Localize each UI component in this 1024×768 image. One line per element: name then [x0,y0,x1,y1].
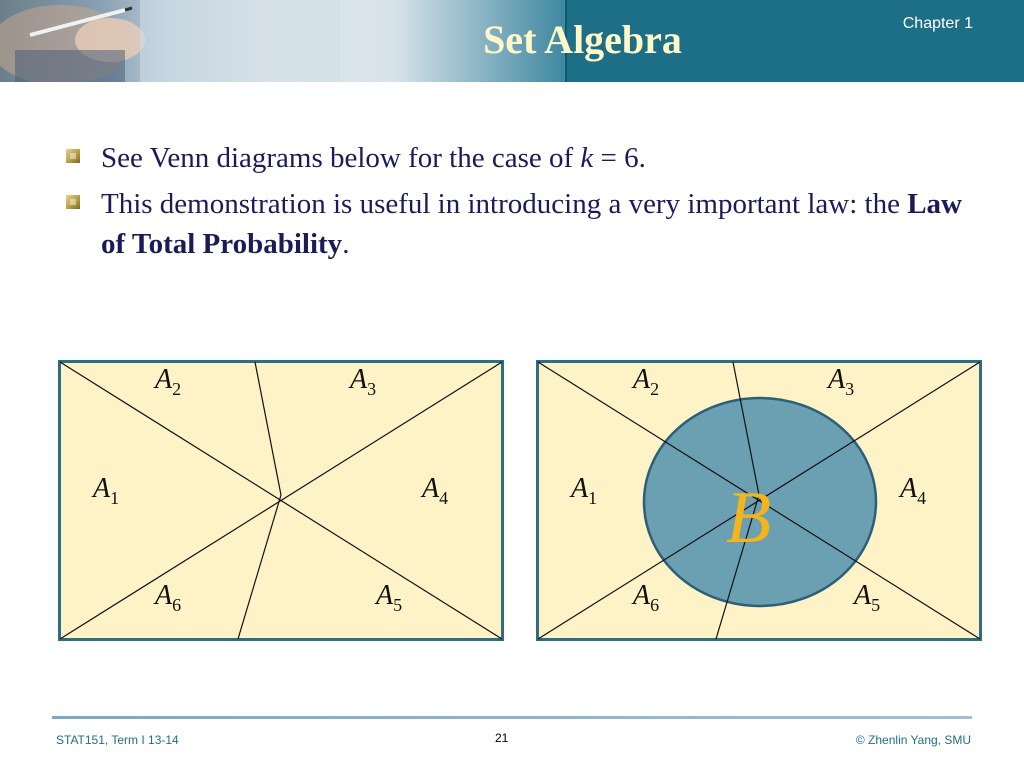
partition-svg [58,360,504,641]
square-bullet-icon [66,149,80,163]
region-index: 4 [439,488,449,508]
region-index: 6 [650,595,660,615]
partition-with-event-diagram [536,360,982,641]
footer-course: STAT151, Term I 13-14 [56,733,179,747]
bullet-text: This demonstration is useful in introducing a very important law: the [101,188,908,220]
bullet-list [66,138,966,270]
region-letter: A [376,580,394,611]
region-index: 5 [871,595,881,615]
region-index: 2 [650,379,660,399]
region-index: 5 [393,595,403,615]
bullet-item [66,184,966,264]
region-letter: A [854,580,872,611]
region-letter: A [155,364,173,395]
region-letter: A [93,473,111,504]
region-letter: A [571,473,589,504]
region-letter: A [350,364,368,395]
square-bullet-icon [66,195,80,209]
region-index: 3 [845,379,855,399]
region-index: 2 [172,379,182,399]
law-name: Law of Total Probability [101,188,963,260]
event-b-label: B [726,477,772,559]
region-letter: A [155,580,173,611]
bullet-text-end: = 6. [593,142,646,174]
region-letter: A [900,473,918,504]
bullet-item [66,138,966,178]
region-letter: A [828,364,846,395]
region-index: 3 [367,379,377,399]
region-index: 1 [110,488,120,508]
footer-divider [52,716,972,719]
partition-diagram [58,360,504,641]
bullet-text: See Venn diagrams below for the case of [101,142,581,174]
region-letter: A [422,473,440,504]
footer-copyright: © Zhenlin Yang, SMU [855,733,971,747]
region-index: 1 [588,488,598,508]
slide-title: Set Algebra [483,17,682,62]
slide-header [0,0,1024,82]
page-number: 21 [495,731,509,745]
bullet-text-end: . [342,228,350,260]
region-letter: A [633,364,651,395]
region-index: 4 [917,488,927,508]
region-index: 6 [172,595,182,615]
variable-k: k [580,142,594,174]
chapter-label: Chapter 1 [902,15,973,32]
region-letter: A [633,580,651,611]
partition-event-svg [536,360,982,641]
